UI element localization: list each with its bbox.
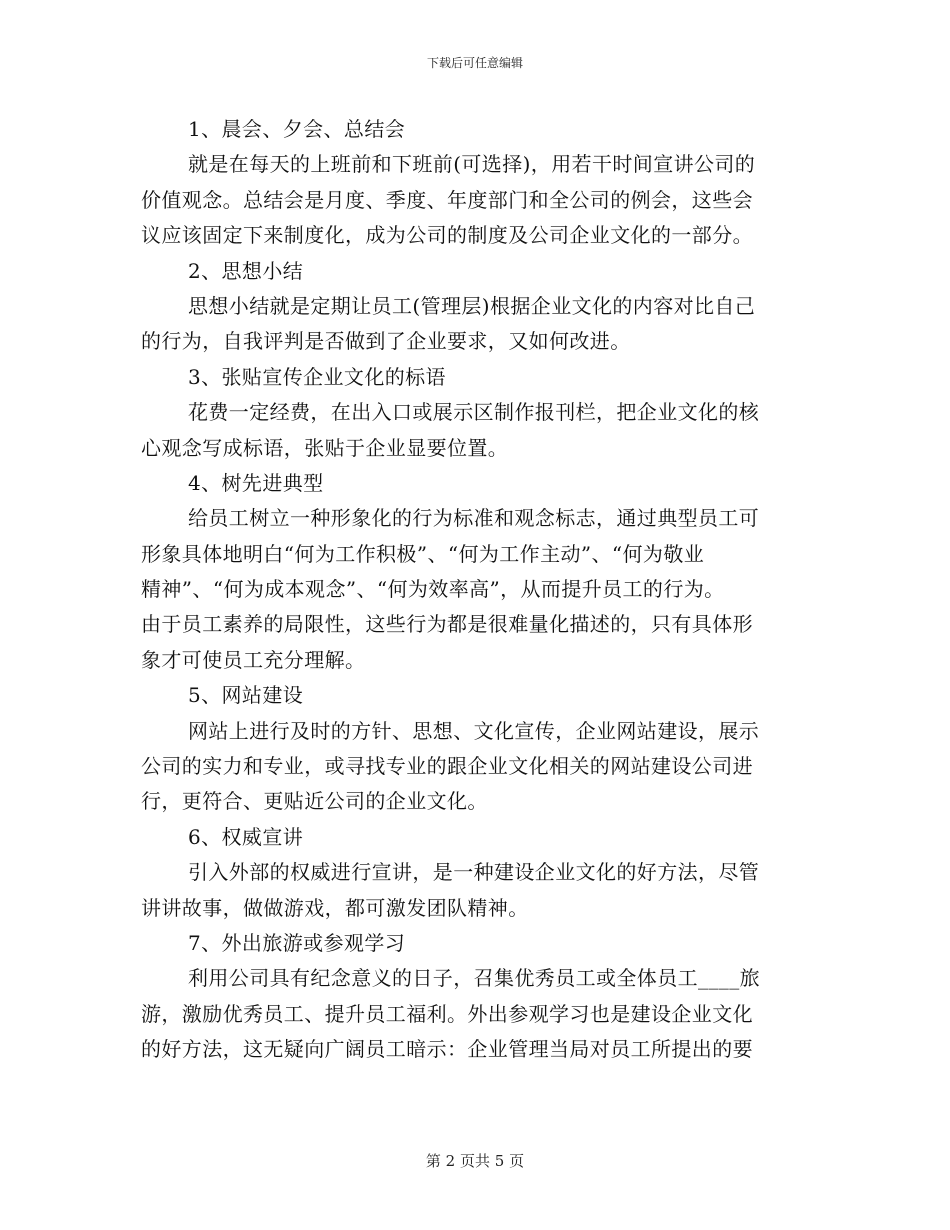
paragraph-line: 游，激励优秀员工、提升员工福利。外出参观学习也是建设企业文化 <box>141 1001 753 1026</box>
paragraph-line: 心观念写成标语，张贴于企业显要位置。 <box>141 435 509 460</box>
paragraph-line: 给员工树立一种形象化的行为标准和观念标志，通过典型员工可 <box>188 506 760 531</box>
paragraph-line: 就是在每天的上班前和下班前(可选择)，用若干时间宣讲公司的 <box>188 152 756 177</box>
paragraph-line: 价值观念。总结会是月度、季度、年度部门和全公司的例会，这些会 <box>141 187 753 212</box>
paragraph-line: 象才可使员工充分理解。 <box>141 647 366 672</box>
paragraph-line: 的行为，自我评判是否做到了企业要求，又如何改进。 <box>141 329 631 354</box>
section-heading: 2、思想小结 <box>188 258 304 283</box>
paragraph-line: 议应该固定下来制度化，成为公司的制度及公司企业文化的一部分。 <box>141 223 753 248</box>
paragraph-line: 引入外部的权威进行宣讲，是一种建设企业文化的好方法，尽管 <box>188 860 760 885</box>
paragraph-line: 网站上进行及时的方针、思想、文化宣传，企业网站建设，展示 <box>188 718 760 743</box>
section-heading: 4、树先进典型 <box>188 470 324 495</box>
section-heading: 7、外出旅游或参观学习 <box>188 930 406 955</box>
document-body <box>141 112 813 1068</box>
page-number-footer: 第 2 页共 5 页 <box>425 1152 525 1170</box>
header-note: 下载后可任意编辑 <box>426 56 523 70</box>
section-heading: 5、网站建设 <box>188 683 304 708</box>
section-heading: 3、张贴宣传企业文化的标语 <box>188 364 446 389</box>
paragraph-line: 形象具体地明白“何为工作积极”、“何为工作主动”、“何为敬业 <box>141 541 705 566</box>
paragraph-line: 公司的实力和专业，或寻找专业的跟企业文化相关的网站建设公司进 <box>141 754 753 779</box>
paragraph-line: 讲讲故事，做做游戏，都可激发团队精神。 <box>141 895 529 920</box>
paragraph-line: 行，更符合、更贴近公司的企业文化。 <box>141 789 488 814</box>
paragraph-line: 花费一定经费，在出入口或展示区制作报刊栏，把企业文化的核 <box>188 400 760 425</box>
paragraph-line: 精神”、“何为成本观念”、“何为效率高”，从而提升员工的行为。 <box>141 577 725 602</box>
paragraph-line: 思想小结就是定期让员工(管理层)根据企业文化的内容对比自己 <box>188 293 756 318</box>
section-heading: 1、晨会、夕会、总结会 <box>188 117 406 141</box>
section-heading: 6、权威宣讲 <box>188 824 304 849</box>
paragraph-line: 由于员工素养的局限性，这些行为都是很难量化描述的，只有具体形 <box>141 612 753 637</box>
paragraph-line: 利用公司具有纪念意义的日子，召集优秀员工或全体员工____旅 <box>188 966 760 991</box>
paragraph-line: 的好方法，这无疑向广阔员工暗示：企业管理当局对员工所提出的要 <box>141 1037 753 1062</box>
